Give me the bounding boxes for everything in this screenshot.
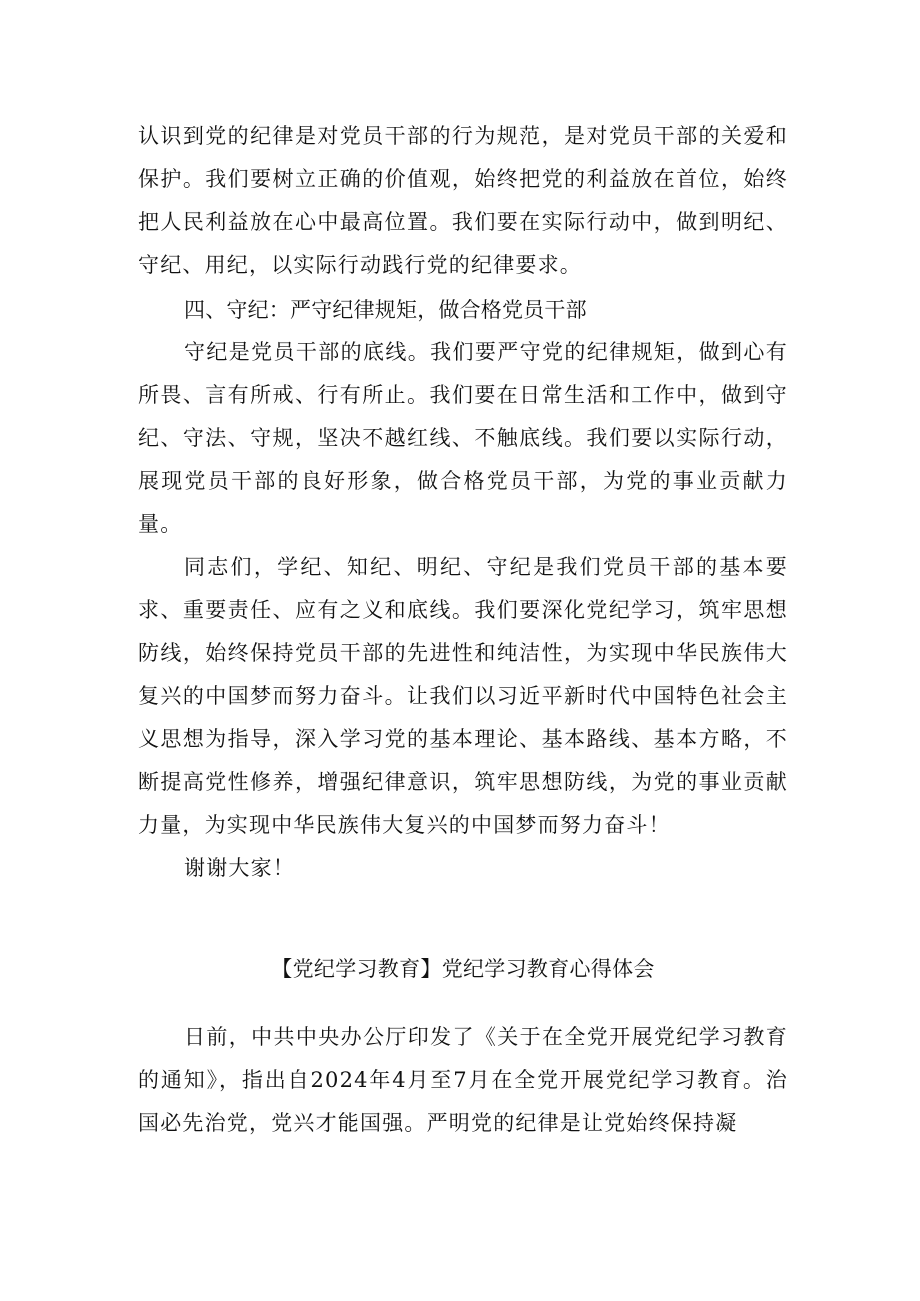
document-body [138,115,788,1145]
closing-line: 谢谢大家！ [184,856,295,880]
article-title: 【党纪学习教育】党纪学习教育心得体会 [271,957,655,981]
body-paragraph: 日前，中共中央办公厅印发了《关于在全党开展党纪学习教育的通知》，指出自2024年4月至7月在全党开展党纪学习教育。治国必先治党，党兴才能国强。严明党的纪律是让党始终保持凝 [138,1025,788,1135]
body-paragraph: 认识到党的纪律是对党员干部的行为规范，是对党员干部的关爱和保护。我们要树立正确的价值观，始终把党的利益放在首位，始终把人民利益放在心中最高位置。我们要在实际行动中，做到明纪、守纪、用纪，以实际行动践行党的纪律要求。 [138,124,788,277]
body-paragraph: 同志们，学纪、知纪、明纪、守纪是我们党员干部的基本要求、重要责任、应有之义和底线。我们要深化党纪学习，筑牢思想防线，始终保持党员干部的先进性和纯洁性，为实现中华民族伟大复兴的中国梦而努力奋斗。让我们以习近平新时代中国特色社会主义思想为指导，深入学习党的基本理论、基本路线、基本方略，不断提高党性修养，增强纪律意识，筑牢思想防线，为党的事业贡献力量，为实现中华民族伟大复兴的中国梦而努力奋斗！ [138,555,788,837]
body-paragraph: 守纪是党员干部的底线。我们要严守党的纪律规矩，做到心有所畏、言有所戒、行有所止。我们要在日常生活和工作中，做到守纪、守法、守规，坚决不越红线、不触底线。我们要以实际行动，展现党员干部的良好形象，做合格党员干部，为党的事业贡献力量。 [138,340,788,536]
section-heading: 四、守纪：严守纪律规矩，做合格党员干部 [184,298,587,322]
